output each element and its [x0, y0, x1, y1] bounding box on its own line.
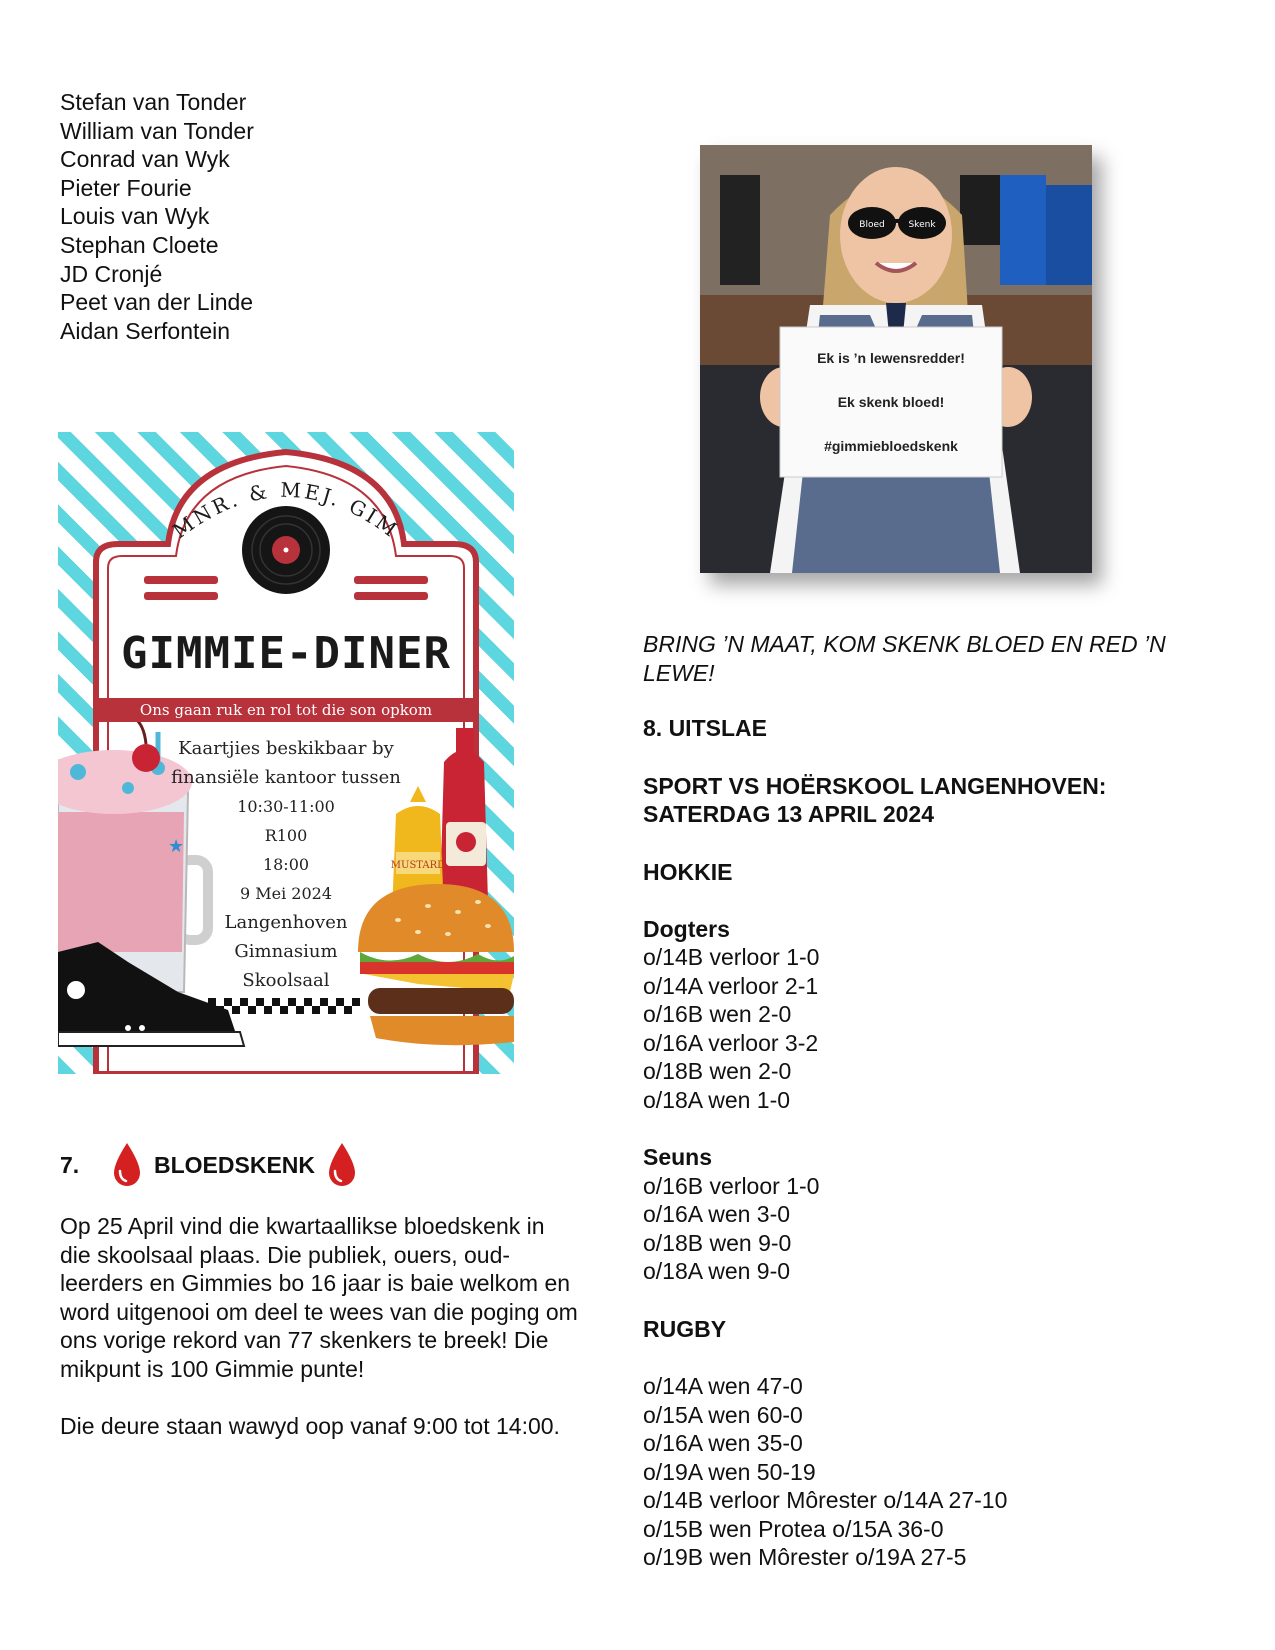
- result-item: o/16A verloor 3-2: [643, 1030, 819, 1056]
- sign-text: #gimmiebloedskenk: [824, 438, 958, 454]
- vinyl-record-icon: [242, 506, 330, 594]
- poster-line: Skoolsaal: [242, 970, 330, 991]
- section-8-heading: 8. UITSLAE: [643, 715, 767, 741]
- section-7-body: [60, 1212, 580, 1469]
- sign-text: Ek skenk bloed!: [837, 394, 945, 410]
- poster-line: 10:30-11:00: [237, 797, 335, 816]
- poster-info: [58, 734, 514, 995]
- result-item: o/18A wen 1-0: [643, 1087, 791, 1113]
- svg-text:★: ★: [168, 836, 185, 856]
- name-item: Conrad van Wyk: [60, 146, 230, 173]
- svg-text:MUSTARD: MUSTARD: [390, 860, 446, 871]
- svg-text:Bloed: Bloed: [859, 220, 885, 230]
- blood-drop-icon: [110, 1141, 144, 1189]
- poster-line: 9 Mei 2024: [239, 884, 333, 903]
- result-item: o/14A wen 47-0: [643, 1373, 803, 1399]
- poster-line: Gimnasium: [234, 941, 338, 962]
- result-item: o/16B wen 2-0: [643, 1001, 792, 1027]
- name-item: William van Tonder: [60, 117, 254, 144]
- poster-title: GIMMIE-DINER: [121, 628, 451, 679]
- poster-arc-text: MNR. & MEJ. GIM: [168, 477, 404, 544]
- section-number: 7.: [60, 1151, 80, 1178]
- result-item: o/19B wen Môrester o/19A 27-5: [643, 1544, 967, 1570]
- hockey-title: HOKKIE: [643, 859, 733, 885]
- name-item: Aidan Serfontein: [60, 317, 231, 344]
- result-item: o/19A wen 50-19: [643, 1459, 816, 1485]
- names-list: [60, 88, 254, 345]
- name-item: Pieter Fourie: [60, 174, 192, 201]
- result-item: o/18A wen 9-0: [643, 1258, 791, 1284]
- poster-line: R100: [264, 826, 308, 845]
- poster-tagline: Ons gaan ruk en rol tot die son opkom: [96, 698, 476, 722]
- svg-text:Skenk: Skenk: [908, 220, 936, 230]
- name-item: Peet van der Linde: [60, 289, 254, 316]
- sport-date: SATERDAG 13 APRIL 2024: [643, 801, 935, 827]
- girls-title: Dogters: [643, 916, 730, 942]
- rugby-title: RUGBY: [643, 1316, 727, 1342]
- section-7-heading: [60, 1140, 359, 1190]
- result-item: o/14B verloor 1-0: [643, 944, 820, 970]
- result-item: o/16A wen 35-0: [643, 1430, 803, 1456]
- photo-caption: BRING ’N MAAT, KOM SKENK BLOED EN RED ’N LEWE!: [643, 631, 1166, 686]
- paragraph: Op 25 April vind die kwartaallikse bloedskenk in die skoolsaal plaas. Die publiek, ouers, oud-leerders en Gimmies bo 16 jaar is baie welkom en word uitgenooi om deel te wees van die poging om ons vorige rekord van 77 skenkers te breek! Die mikpunt is 100 Gimmie punte!: [60, 1213, 578, 1382]
- result-item: o/14A verloor 2-1: [643, 973, 819, 999]
- result-item: o/16B verloor 1-0: [643, 1173, 820, 1199]
- sport-subheading: SPORT VS HOËRSKOOL LANGENHOVEN:: [643, 773, 1107, 799]
- diner-poster: [58, 432, 514, 1074]
- poster-line: 18:00: [262, 855, 310, 874]
- name-item: JD Cronjé: [60, 260, 163, 287]
- poster-line: finansiële kantoor tussen: [171, 767, 401, 788]
- result-item: o/15B wen Protea o/15A 36-0: [643, 1516, 944, 1542]
- paragraph: Die deure staan wawyd oop vanaf 9:00 tot 14:00.: [60, 1413, 560, 1440]
- result-item: o/18B wen 2-0: [643, 1058, 792, 1084]
- section-title: BLOEDSKENK: [154, 1151, 316, 1178]
- result-item: o/18B wen 9-0: [643, 1230, 792, 1256]
- result-item: o/14B verloor Môrester o/14A 27-10: [643, 1487, 1008, 1513]
- name-item: Louis van Wyk: [60, 203, 210, 230]
- result-item: o/15A wen 60-0: [643, 1402, 803, 1428]
- result-item: o/16A wen 3-0: [643, 1201, 791, 1227]
- sign-text: Ek is ’n lewensredder!: [817, 350, 965, 366]
- boys-title: Seuns: [643, 1144, 713, 1170]
- blood-drop-icon: [325, 1141, 359, 1189]
- poster-line: Kaartjies beskikbaar by: [178, 738, 394, 759]
- poster-line: Langenhoven: [224, 912, 348, 933]
- name-item: Stephan Cloete: [60, 231, 219, 258]
- name-item: Stefan van Tonder: [60, 89, 247, 115]
